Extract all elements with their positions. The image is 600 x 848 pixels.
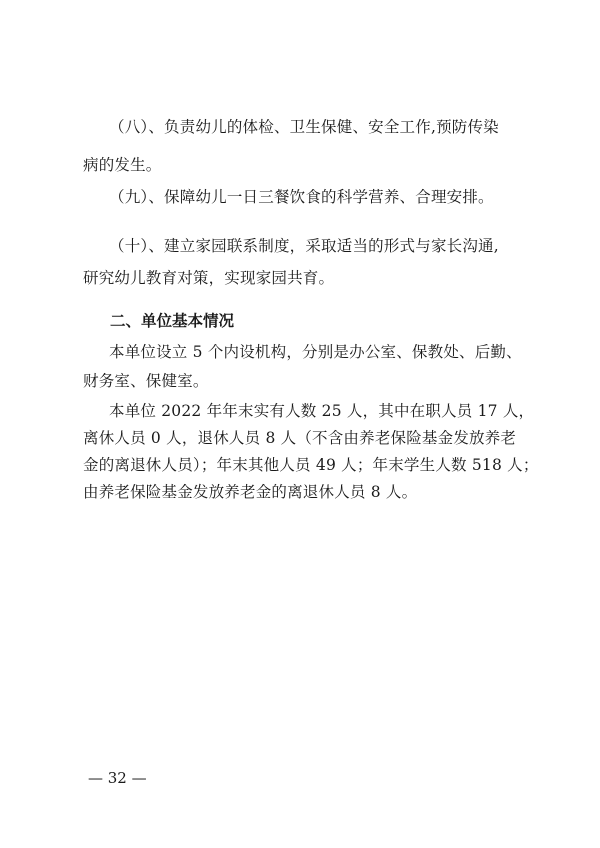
paragraph-duty-9 (83, 187, 523, 207)
text-line: 病的发生。 (83, 156, 162, 174)
text-line: 本单位 2022 年年末实有人数 25 人，其中在职人员 17 人， (109, 402, 535, 420)
text-line: （九）、保障幼儿一日三餐饮食的科学营养、合理安排。 (109, 188, 494, 206)
text-line: 离休人员 0 人，退休人员 8 人（不含由养老保险基金发放养老 (83, 429, 517, 447)
paragraph-duty-8 (83, 117, 523, 175)
text-line: 本单位设立 5 个内设机构，分别是办公室、保教处、后勤、 (109, 343, 522, 361)
paragraph-unit-intro (83, 342, 523, 391)
text-line: 由养老保险基金发放养老金的离退休人员 8 人。 (83, 483, 418, 501)
text-line: 金的离退休人员）；年末其他人员 49 人；年末学生人数 518 人； (83, 456, 539, 474)
section-heading: 二、单位基本情况 (110, 312, 235, 330)
text-line: （八）、负责幼儿的体检、卫生保健、安全工作,预防传染 (109, 118, 499, 136)
text-line: 财务室、保健室。 (83, 372, 209, 390)
paragraph-duty-10 (83, 236, 523, 288)
paragraph-staff-info (83, 401, 539, 502)
text-line: （十）、建立家园联系制度，采取适当的形式与家长沟通, (109, 237, 499, 255)
page-number: — 32 — (88, 769, 147, 787)
text-line: 研究幼儿教育对策，实现家园共育。 (83, 269, 335, 287)
